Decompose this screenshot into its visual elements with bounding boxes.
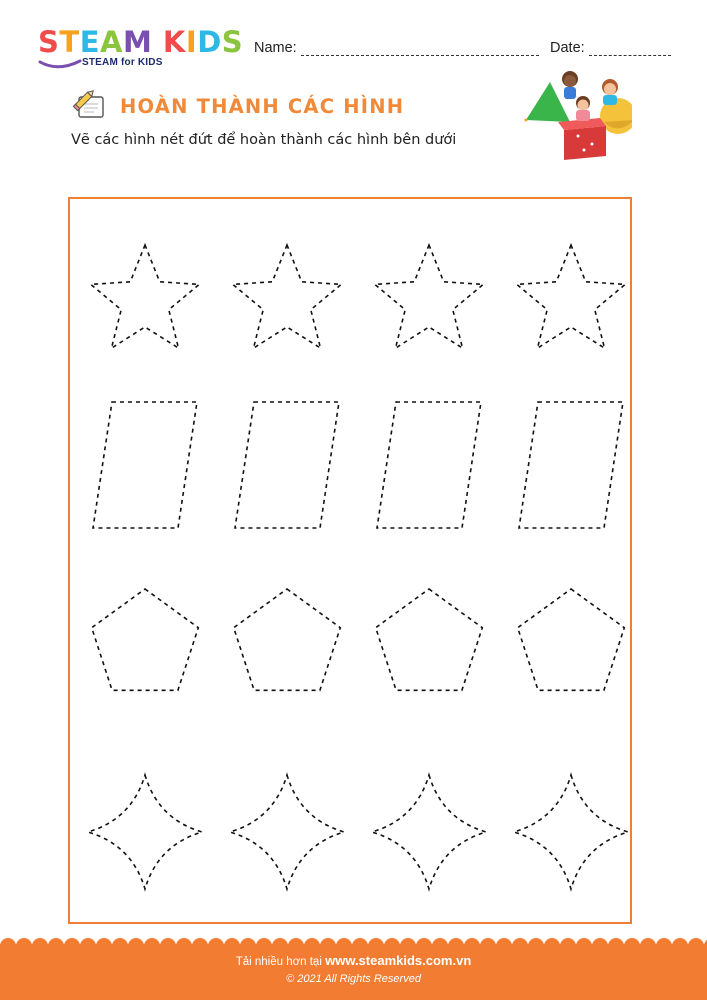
logo-swoosh-icon xyxy=(38,58,82,72)
title-row xyxy=(72,88,404,124)
name-label: Name: xyxy=(254,40,297,56)
four-point-star-tracing-shape xyxy=(88,775,202,889)
four-point-star-tracing-shape xyxy=(372,775,486,889)
pentagon-tracing-shape xyxy=(518,589,625,690)
worksheet-instruction: Vẽ các hình nét đứt để hoàn thành các hình bên dưới xyxy=(71,132,457,148)
four-point-star-tracing-shape xyxy=(514,775,628,889)
kids-shapes-illustration xyxy=(520,70,632,162)
worksheet-title: HOÀN THÀNH CÁC HÌNH xyxy=(120,94,405,118)
pentagon-tracing-shape xyxy=(92,589,199,690)
footer-copyright: © 2021 All Rights Reserved xyxy=(286,973,421,985)
steam-kids-logo xyxy=(38,25,244,76)
logo-letter: M xyxy=(122,25,153,59)
logo-letter: I xyxy=(185,25,198,59)
name-line[interactable] xyxy=(301,43,539,56)
star-tracing-shape xyxy=(91,245,199,348)
pencil-paper-icon xyxy=(72,90,106,122)
logo-letter: S xyxy=(221,25,244,59)
logo-tagline: STEAM for KIDS xyxy=(82,57,163,68)
tracing-shapes xyxy=(70,199,630,922)
logo-letter: S xyxy=(38,25,60,59)
name-field[interactable] xyxy=(254,40,539,56)
star-tracing-shape xyxy=(517,245,625,348)
footer-download xyxy=(0,953,707,968)
logo-letter: E xyxy=(79,25,100,59)
star-tracing-shape xyxy=(233,245,341,348)
date-field[interactable] xyxy=(550,40,671,56)
parallelogram-tracing-shape xyxy=(377,402,481,528)
pentagon-tracing-shape xyxy=(376,589,483,690)
parallelogram-tracing-shape xyxy=(519,402,623,528)
logo-letter xyxy=(152,26,163,58)
date-label: Date: xyxy=(550,40,585,56)
logo-letter: K xyxy=(162,25,186,59)
logo-letter: A xyxy=(100,25,123,59)
footer-more-label: Tải nhiều hơn tại xyxy=(235,956,322,968)
logo-letter: T xyxy=(59,25,80,59)
worksheet-frame xyxy=(68,197,632,924)
parallelogram-tracing-shape xyxy=(93,402,197,528)
four-point-star-tracing-shape xyxy=(230,775,344,889)
pentagon-tracing-shape xyxy=(234,589,341,690)
date-line[interactable] xyxy=(589,43,671,56)
footer-site-link[interactable]: www.steamkids.com.vn xyxy=(325,953,472,968)
logo-letter: D xyxy=(197,25,222,59)
logo-wordmark xyxy=(38,25,244,59)
parallelogram-tracing-shape xyxy=(235,402,339,528)
star-tracing-shape xyxy=(375,245,483,348)
